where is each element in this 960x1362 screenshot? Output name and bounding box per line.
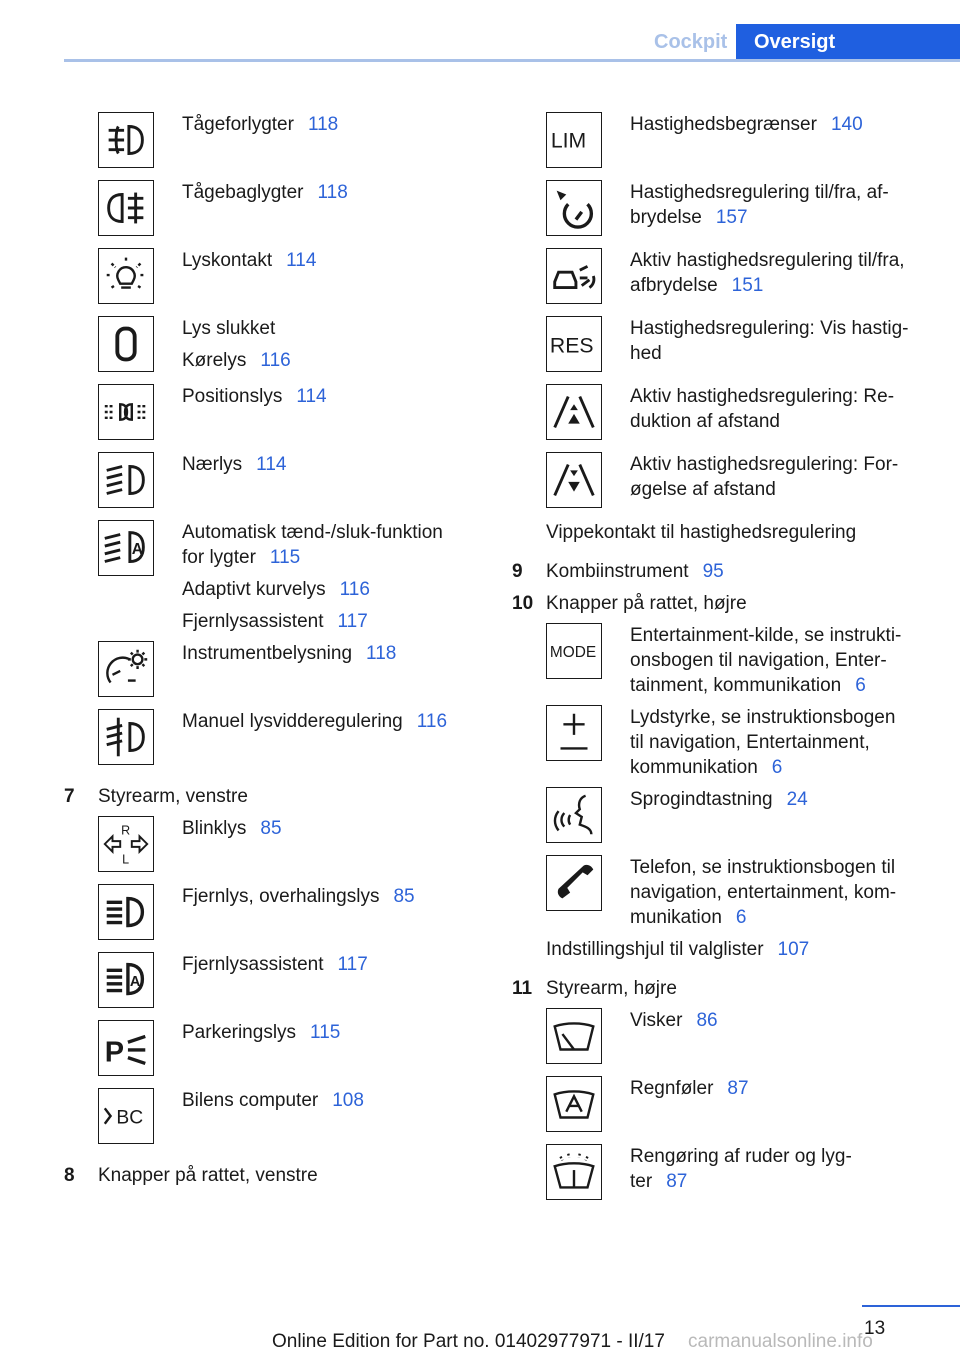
distance-increase-icon bbox=[546, 452, 602, 508]
cruise-control-icon bbox=[546, 180, 602, 236]
chapter-header bbox=[634, 24, 960, 61]
page-ref-link[interactable]: 140 bbox=[830, 114, 863, 135]
page-ref-link[interactable]: 117 bbox=[337, 611, 368, 632]
svg-text:MODE: MODE bbox=[549, 643, 597, 661]
section-title: Knapper på rattet, venstre bbox=[98, 1165, 318, 1186]
page-ref-link[interactable]: 108 bbox=[332, 1090, 364, 1111]
item-label: Hastighedsregulering: Vis hastig- bbox=[630, 318, 909, 339]
item-label: Tågeforlygter bbox=[182, 114, 294, 135]
auto-light-icon bbox=[98, 520, 154, 576]
svg-text:BC: BC bbox=[116, 1107, 144, 1129]
item-label: Positionslys bbox=[182, 386, 283, 407]
item-label: hed bbox=[630, 343, 662, 364]
fog-rear-icon bbox=[98, 180, 154, 236]
item-label: Regnføler bbox=[630, 1078, 714, 1099]
page-ref-link[interactable]: 115 bbox=[310, 1022, 341, 1043]
edition-text: Online Edition for Part no. 01402977971 - II/17 bbox=[272, 1331, 665, 1352]
light-switch-icon bbox=[98, 248, 154, 304]
item-label: Lys slukket bbox=[182, 318, 276, 339]
turn-signal-icon bbox=[98, 816, 154, 872]
bc-icon bbox=[98, 1088, 154, 1144]
item-label: Rengøring af ruder og lyg- bbox=[630, 1146, 852, 1167]
rain-sensor-icon bbox=[546, 1076, 602, 1132]
page-ref-link[interactable]: 114 bbox=[286, 250, 317, 271]
page-ref-link[interactable]: 118 bbox=[307, 114, 339, 135]
lim-icon bbox=[546, 112, 602, 168]
page-ref-link[interactable]: 118 bbox=[366, 643, 397, 664]
page-ref-link[interactable]: 151 bbox=[731, 275, 764, 296]
item-label: duktion af afstand bbox=[630, 411, 780, 432]
item-label: Nærlys bbox=[182, 454, 243, 475]
page-ref-link[interactable]: 115 bbox=[269, 547, 301, 568]
svg-text:LIM: LIM bbox=[550, 129, 587, 153]
item-label: onsbogen til navigation, Enter- bbox=[630, 650, 887, 671]
item-label: kommunikation bbox=[630, 757, 758, 778]
tab-cockpit[interactable]: Cockpit bbox=[654, 31, 728, 53]
item-label: til navigation, Entertainment, bbox=[630, 732, 870, 753]
page-ref-link[interactable]: 85 bbox=[393, 886, 415, 907]
header-rule bbox=[64, 59, 960, 62]
high-beam-assist-icon bbox=[98, 952, 154, 1008]
section-title: Knapper på rattet, højre bbox=[546, 593, 747, 614]
svg-text:L: L bbox=[122, 852, 130, 867]
page-ref-link[interactable]: 6 bbox=[735, 907, 747, 928]
item-label: Entertainment-kilde, se instrukti- bbox=[630, 625, 902, 646]
res-icon bbox=[546, 316, 602, 372]
page-ref-link[interactable]: 114 bbox=[296, 386, 327, 407]
instrument-lighting-icon bbox=[98, 641, 154, 697]
item-label: brydelse bbox=[630, 207, 702, 228]
page-ref-link[interactable]: 114 bbox=[256, 454, 287, 475]
svg-text:P: P bbox=[104, 1036, 125, 1069]
page-ref-link[interactable]: 6 bbox=[855, 675, 866, 696]
low-beam-icon bbox=[98, 452, 154, 508]
section-title: Styrearm, højre bbox=[546, 978, 677, 999]
wiper-icon bbox=[546, 1008, 602, 1064]
item-label: Aktiv hastighedsregulering til/fra, bbox=[630, 250, 905, 271]
phone-icon bbox=[546, 855, 602, 911]
item-label: Fjernlysassistent bbox=[182, 954, 324, 975]
section-number: 11 bbox=[512, 978, 533, 999]
item-label: Sprogindtastning bbox=[630, 789, 773, 810]
page-ref-link[interactable]: 6 bbox=[771, 757, 783, 778]
item-label: Automatisk tænd-/sluk-funktion bbox=[182, 522, 443, 543]
mode-icon bbox=[546, 623, 602, 679]
section-number: 10 bbox=[512, 593, 534, 614]
page-ref-link[interactable]: 118 bbox=[317, 182, 348, 203]
active-cruise-icon bbox=[546, 248, 602, 304]
parking-lights-icon bbox=[98, 384, 154, 440]
page-ref-link[interactable]: 87 bbox=[727, 1078, 749, 1099]
distance-reduce-icon bbox=[546, 384, 602, 440]
footer-rule bbox=[862, 1305, 960, 1307]
item-label: Hastighedsbegrænser bbox=[630, 114, 817, 135]
section-title: Styrearm, venstre bbox=[98, 786, 248, 807]
item-label: Manuel lysvidderegulering bbox=[182, 711, 403, 732]
svg-text:RES: RES bbox=[549, 334, 594, 358]
tab-oversigt[interactable]: Oversigt bbox=[736, 24, 960, 61]
item-label: Fjernlys, overhalingslys bbox=[182, 886, 380, 907]
item-label: Kørelys bbox=[182, 350, 247, 371]
item-label: afbrydelse bbox=[630, 275, 718, 296]
page-ref-link[interactable]: 116 bbox=[416, 711, 448, 732]
item-label: Visker bbox=[630, 1010, 683, 1031]
svg-text:R: R bbox=[121, 823, 131, 838]
page-ref-link[interactable]: 85 bbox=[260, 818, 282, 839]
page-number: 13 bbox=[864, 1318, 886, 1339]
page-ref-link[interactable]: 24 bbox=[786, 789, 808, 810]
fog-front-icon bbox=[98, 112, 154, 168]
section-number: 9 bbox=[512, 561, 523, 582]
voice-icon bbox=[546, 787, 602, 843]
watermark: carmanualsonline.info bbox=[688, 1331, 873, 1352]
section-number: 8 bbox=[64, 1165, 75, 1186]
page-ref-link[interactable]: 117 bbox=[337, 954, 368, 975]
item-label: Aktiv hastighedsregulering: For- bbox=[630, 454, 899, 475]
item-label: for lygter bbox=[182, 547, 256, 568]
thumbwheel-label: Indstillingshjul til valglister bbox=[546, 939, 764, 960]
item-label: Aktiv hastighedsregulering: Re- bbox=[630, 386, 895, 407]
page-ref-link[interactable]: 116 bbox=[260, 350, 291, 371]
item-label: Bilens computer bbox=[182, 1090, 319, 1111]
page-ref-link[interactable]: 86 bbox=[696, 1010, 718, 1031]
item-label: Blinklys bbox=[182, 818, 247, 839]
section-title: Kombiinstrument bbox=[546, 561, 689, 582]
item-label: Fjernlysassistent bbox=[182, 611, 324, 632]
rocker-label: Vippekontakt til hastighedsregulering bbox=[546, 522, 857, 543]
headlight-range-icon bbox=[98, 709, 154, 765]
item-label: Instrumentbelysning bbox=[182, 643, 353, 664]
item-label: navigation, entertainment, kom- bbox=[630, 882, 897, 903]
item-label: Telefon, se instruktionsbogen til bbox=[630, 857, 896, 878]
page-ref-link[interactable]: 107 bbox=[777, 939, 810, 960]
item-label: øgelse af afstand bbox=[630, 479, 776, 500]
washer-icon bbox=[546, 1144, 602, 1200]
item-label: Parkeringslys bbox=[182, 1022, 297, 1043]
item-label: Lyskontakt bbox=[182, 250, 273, 271]
svg-text:A: A bbox=[131, 540, 143, 558]
item-label: tainment, kommunikation bbox=[630, 675, 842, 696]
section-number: 7 bbox=[64, 786, 75, 807]
item-label: ter bbox=[630, 1171, 653, 1192]
high-beam-icon bbox=[98, 884, 154, 940]
item-label: munikation bbox=[630, 907, 722, 928]
item-label: Adaptivt kurvelys bbox=[182, 579, 326, 600]
page-ref-link[interactable]: 157 bbox=[715, 207, 748, 228]
page-ref-link[interactable]: 116 bbox=[339, 579, 370, 600]
item-label: Lydstyrke, se instruktionsbogen bbox=[630, 707, 896, 728]
page-ref-link[interactable]: 87 bbox=[666, 1171, 688, 1192]
item-label: Tågebaglygter bbox=[182, 182, 304, 203]
volume-icon bbox=[546, 705, 602, 761]
item-label: Hastighedsregulering til/fra, af- bbox=[630, 182, 889, 203]
parking-light-icon bbox=[98, 1020, 154, 1076]
svg-text:A: A bbox=[129, 973, 141, 990]
page-ref-link[interactable]: 95 bbox=[702, 561, 724, 582]
zero-icon bbox=[98, 316, 154, 372]
